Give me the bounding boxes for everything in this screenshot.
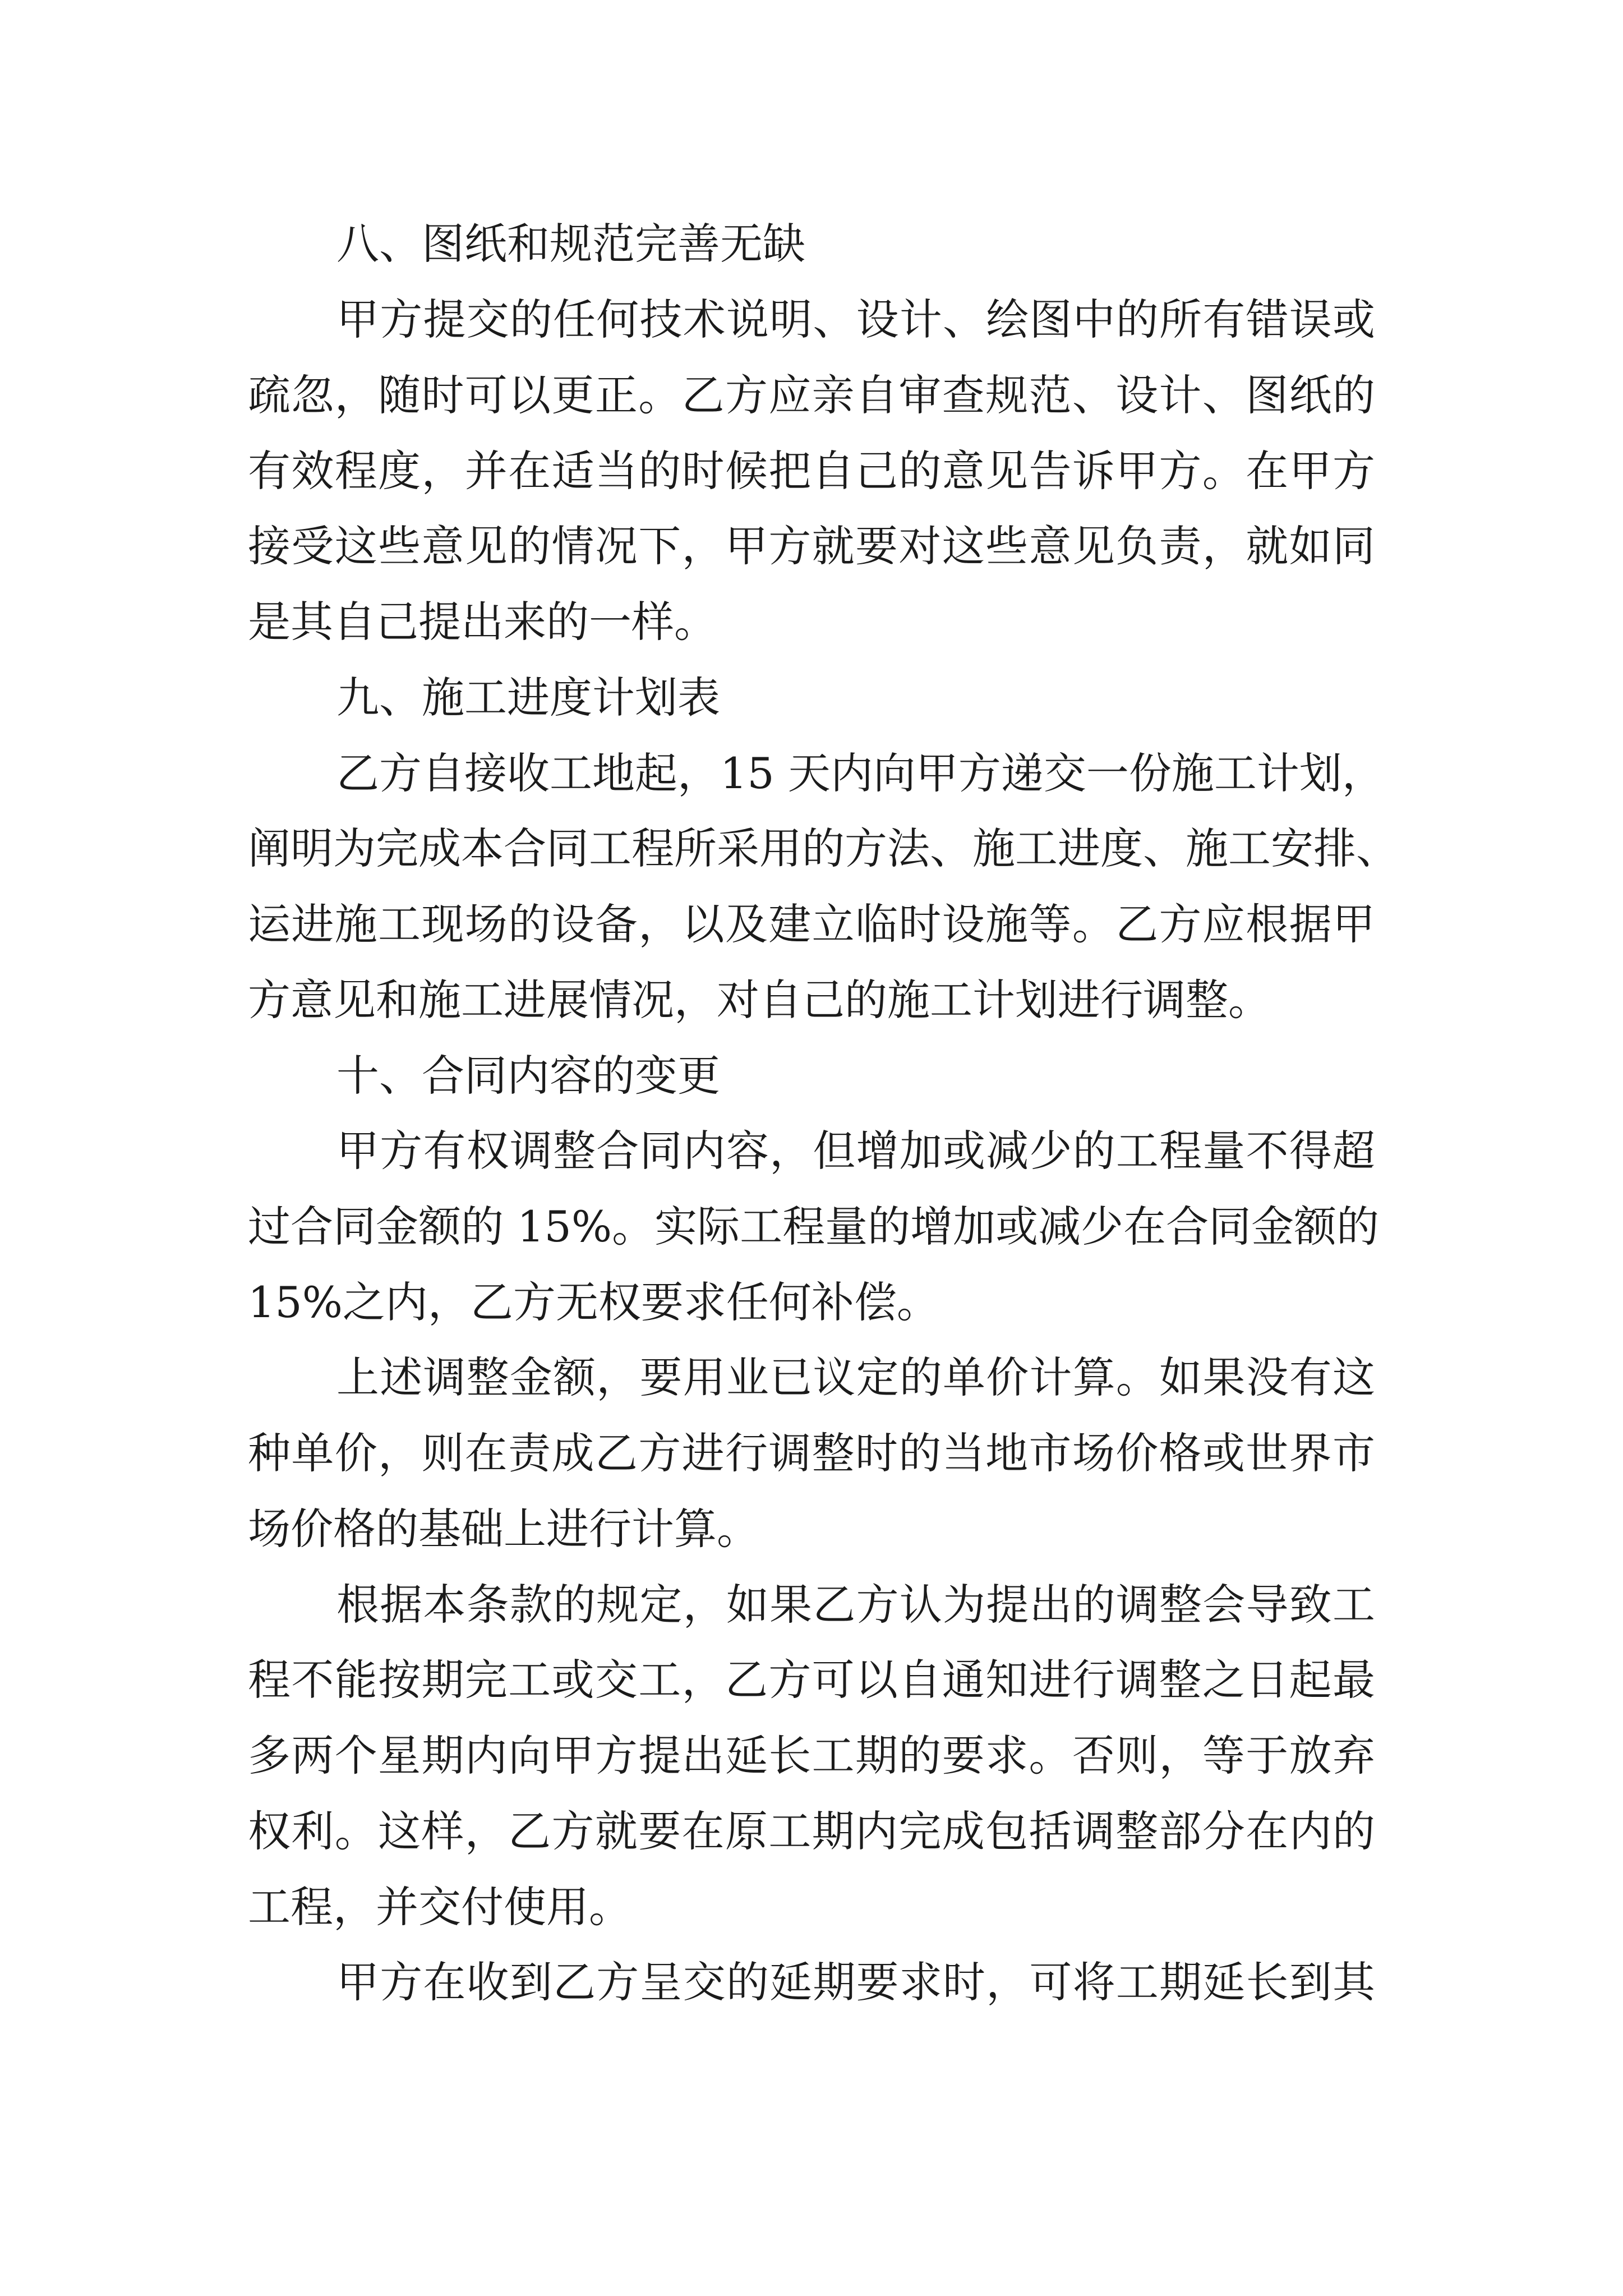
paragraph-line: 工程，并交付使用。: [248, 1882, 631, 1932]
paragraph-line: 多两个星期内向甲方提出延长工期的要求。否则，等于放弃: [248, 1731, 1375, 1780]
paragraph-line: 种单价，则在责成乙方进行调整时的当地市场价格或世界市: [248, 1428, 1375, 1478]
paragraph-line: 甲方在收到乙方呈交的延期要求时，可将工期延长到其: [336, 1957, 1375, 2007]
paragraph-line: 疏忽，随时可以更正。乙方应亲自审查规范、设计、图纸的: [248, 370, 1375, 420]
paragraph-line: 乙方自接收工地起，15 天内向甲方递交一份施工计划，: [336, 748, 1385, 798]
paragraph-line: 阐明为完成本合同工程所采用的方法、施工进度、施工安排、: [248, 823, 1399, 873]
paragraph-line: 上述调整金额，要用业已议定的单价计算。如果没有这: [336, 1352, 1375, 1402]
paragraph-line: 方意见和施工进展情况，对自己的施工计划进行调整。: [248, 975, 1271, 1025]
heading-section-8: 八、图纸和规范完善无缺: [336, 219, 805, 269]
paragraph-line: 运进施工现场的设备，以及建立临时设施等。乙方应根据甲: [248, 899, 1375, 949]
paragraph-line: 权利。这样，乙方就要在原工期内完成包括调整部分在内的: [248, 1806, 1375, 1856]
paragraph-line: 是其自己提出来的一样。: [248, 597, 717, 647]
paragraph-line: 甲方提交的任何技术说明、设计、绘图中的所有错误或: [336, 295, 1375, 344]
paragraph-line: 接受这些意见的情况下，甲方就要对这些意见负责，就如同: [248, 521, 1375, 571]
paragraph-line: 场价格的基础上进行计算。: [248, 1504, 759, 1554]
paragraph-line: 根据本条款的规定，如果乙方认为提出的调整会导致工: [336, 1580, 1375, 1630]
paragraph-line: 过合同金额的 15%。实际工程量的增加或减少在合同金额的: [248, 1202, 1380, 1251]
paragraph-line: 程不能按期完工或交工，乙方可以自通知进行调整之日起最: [248, 1655, 1375, 1705]
paragraph-line: 15%之内，乙方无权要求任何补偿。: [248, 1277, 939, 1327]
paragraph-line: 有效程度，并在适当的时候把自己的意见告诉甲方。在甲方: [248, 446, 1375, 496]
heading-section-10: 十、合同内容的变更: [336, 1051, 720, 1101]
heading-section-9: 九、施工进度计划表: [336, 673, 720, 723]
paragraph-line: 甲方有权调整合同内容，但增加或减少的工程量不得超: [336, 1126, 1375, 1176]
